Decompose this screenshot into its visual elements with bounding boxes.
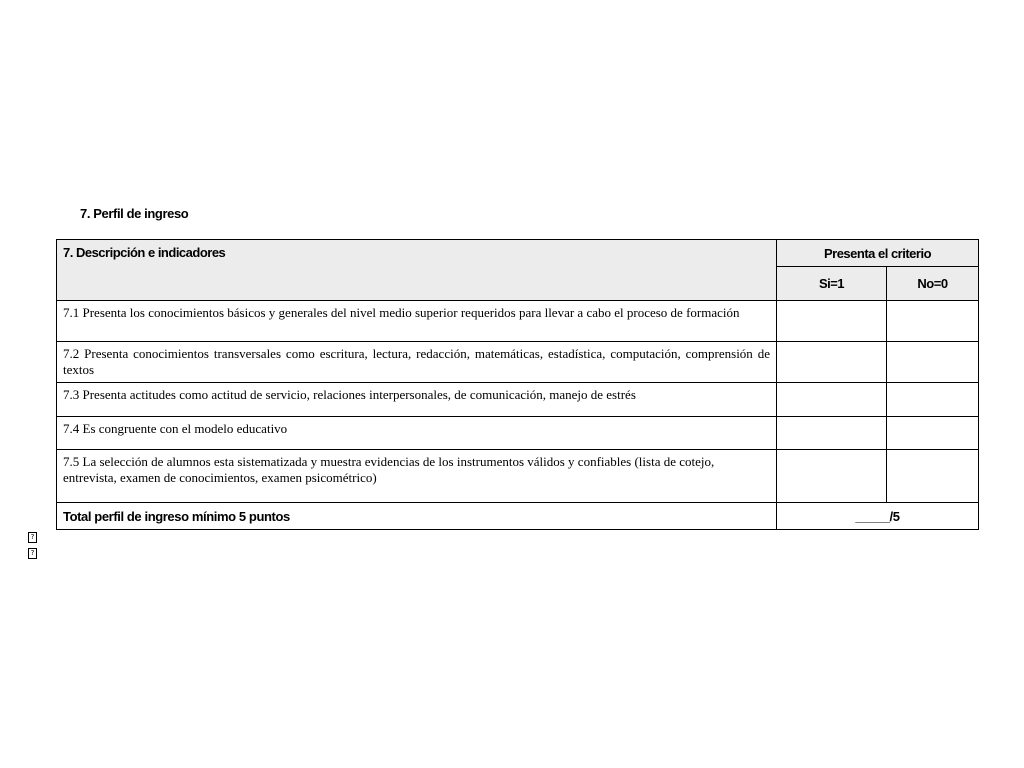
indicator-text: 7.3 Presenta actitudes como actitud de servicio, relaciones interpersonales, de comunicación, manejo de estrés — [57, 383, 777, 417]
table-row — [57, 383, 979, 417]
yes-cell[interactable] — [777, 301, 887, 342]
missing-glyph-icon: ? — [28, 532, 37, 543]
no-cell[interactable] — [887, 417, 979, 450]
table-row — [57, 450, 979, 503]
total-row — [57, 503, 979, 530]
indicator-text: 7.5 La selección de alumnos esta sistematizada y muestra evidencias de los instrumentos válidos y confiables (lista de cotejo, entrevista, examen de conocimientos, examen psicométrico) — [57, 450, 777, 503]
table-row — [57, 417, 979, 450]
indicator-text: 7.4 Es congruente con el modelo educativo — [57, 417, 777, 450]
yes-cell[interactable] — [777, 450, 887, 503]
no-cell[interactable] — [887, 342, 979, 383]
yes-cell[interactable] — [777, 383, 887, 417]
table-row — [57, 342, 979, 383]
total-score: _____/5 — [777, 503, 979, 530]
criteria-table — [56, 239, 979, 530]
yes-cell[interactable] — [777, 342, 887, 383]
header-criterion: Presenta el criterio — [777, 240, 979, 267]
header-description: 7. Descripción e indicadores — [57, 240, 777, 301]
no-cell[interactable] — [887, 383, 979, 417]
indicator-text: 7.2 Presenta conocimientos transversales como escritura, lectura, redacción, matemáticas, estadística, computación, comprensión de textos — [57, 342, 777, 383]
missing-glyph-icon: ? — [28, 548, 37, 559]
indicator-text: 7.1 Presenta los conocimientos básicos y generales del nivel medio superior requeridos para llevar a cabo el proceso de formación — [57, 301, 777, 342]
total-label: Total perfil de ingreso mínimo 5 puntos — [57, 503, 777, 530]
header-yes: Si=1 — [777, 267, 887, 301]
header-no: No=0 — [887, 267, 979, 301]
table-row — [57, 301, 979, 342]
section-title: 7. Perfil de ingreso — [80, 206, 189, 221]
no-cell[interactable] — [887, 450, 979, 503]
no-cell[interactable] — [887, 301, 979, 342]
yes-cell[interactable] — [777, 417, 887, 450]
